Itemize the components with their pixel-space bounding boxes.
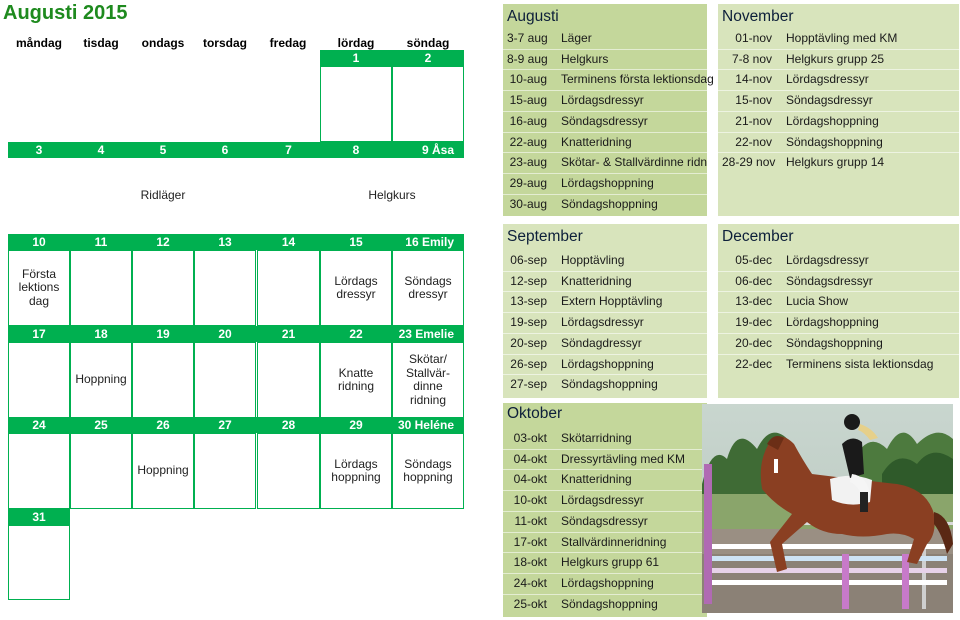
day-number: 6: [221, 143, 229, 157]
row-divider: [718, 49, 959, 50]
weekday-6: söndag: [406, 36, 450, 50]
row-divider: [503, 291, 707, 292]
row-divider: [503, 532, 707, 533]
schedule-text: Söndagdressyr: [561, 335, 642, 350]
day-number: 12: [156, 235, 170, 249]
schedule-text: Lördagsdressyr: [561, 93, 644, 108]
schedule-date: 15-nov: [735, 93, 772, 108]
schedule-row: [722, 253, 869, 267]
row-divider: [503, 312, 707, 313]
day-number: 10: [32, 235, 46, 249]
schedule-text: Terminens första lektionsdag: [561, 72, 714, 87]
schedule-date: 20-dec: [735, 335, 772, 350]
weekday-4: fredag: [269, 36, 307, 50]
november-box: [718, 4, 959, 216]
day-number: 29: [349, 418, 363, 432]
schedule-row: [507, 274, 632, 288]
schedule-text: Knatteridning: [561, 273, 632, 288]
schedule-row: [507, 555, 659, 569]
schedule-date: 7-8 nov: [731, 51, 772, 66]
day-cell: [194, 433, 256, 509]
schedule-date: 13-dec: [735, 294, 772, 309]
schedule-text: Skötarridning: [561, 431, 632, 445]
schedule-text: Lucia Show: [786, 294, 849, 309]
schedule-row: [507, 253, 624, 267]
schedule-date: 21-nov: [735, 113, 772, 128]
day-number: 21: [281, 327, 296, 341]
day-number: 3: [35, 143, 43, 157]
schedule-date: 26-sep: [510, 356, 547, 371]
schedule-date: 22-nov: [735, 134, 772, 149]
event-ridlager: Ridläger: [140, 188, 186, 203]
horse-jumping-photo: [702, 404, 953, 613]
december-box: [718, 224, 959, 398]
day-number: 11: [94, 235, 108, 249]
schedule-text: Söndagshoppning: [561, 596, 658, 611]
schedule-text: Lördagshoppning: [561, 356, 654, 371]
row-divider: [503, 594, 707, 595]
day-number: 26: [156, 418, 170, 432]
oktober-box: [503, 403, 707, 617]
day-cell: [70, 250, 132, 326]
schedule-text: Helgkurs grupp 14: [786, 155, 885, 170]
day-number: 19: [156, 327, 170, 341]
schedule-row: [507, 452, 685, 466]
schedule-date: 10-aug: [509, 72, 547, 87]
schedule-date: 20-sep: [510, 335, 547, 350]
schedule-row: [507, 135, 632, 149]
row-divider: [718, 111, 959, 112]
schedule-text: Lördagsdressyr: [561, 315, 644, 330]
schedule-row: [507, 315, 644, 329]
schedule-date: 24-okt: [513, 575, 547, 590]
row-divider: [718, 333, 959, 334]
row-divider: [503, 449, 707, 450]
schedule-date: 13-sep: [510, 294, 547, 309]
schedule-text: Söndagshoppning: [561, 196, 658, 211]
schedule-date: 22-dec: [735, 356, 772, 371]
day-number: 4: [97, 143, 105, 157]
calendar-title: Augusti 2015: [3, 2, 128, 24]
schedule-date: 19-sep: [510, 315, 547, 330]
day-number: 8: [352, 143, 360, 157]
schedule-row: [507, 197, 658, 211]
schedule-text: Lördagshoppning: [786, 113, 879, 128]
schedule-date: 12-sep: [510, 273, 547, 288]
row-divider: [718, 354, 959, 355]
september-title: September: [507, 228, 583, 245]
schedule-text: Lördagshoppning: [561, 575, 654, 590]
row-divider: [718, 152, 959, 153]
schedule-date: 30-aug: [509, 196, 547, 211]
day-number: 23 Emelie: [398, 327, 454, 341]
day-number: 13: [218, 235, 232, 249]
day-number: 9 Åsa: [421, 143, 454, 157]
day-number: 18: [94, 327, 108, 341]
schedule-text: Söndagsdressyr: [786, 93, 873, 108]
schedule-text: Extern Hopptävling: [561, 294, 663, 309]
day-cell: [70, 433, 132, 509]
row-divider: [718, 271, 959, 272]
event-hoppning-w5: Hoppning: [137, 463, 189, 478]
day-number: 16 Emily: [405, 235, 454, 249]
horse-jumping-illustration: [702, 404, 953, 613]
schedule-row: [507, 72, 714, 86]
row-divider: [503, 173, 707, 174]
schedule-row: [722, 315, 879, 329]
schedule-text: Lördagshoppning: [561, 175, 654, 190]
schedule-text: Skötar- & Stallvärdinne ridn: [561, 155, 708, 170]
schedule-date: 23-aug: [509, 155, 547, 170]
schedule-row: [507, 294, 662, 308]
schedule-date: 25-okt: [513, 596, 547, 611]
schedule-date: 06-dec: [735, 273, 772, 288]
schedule-date: 15-aug: [509, 93, 547, 108]
day-number: 2: [424, 51, 432, 65]
schedule-row: [722, 72, 869, 86]
schedule-text: Lördagsdressyr: [786, 72, 869, 87]
row-divider: [718, 312, 959, 313]
event-hoppning-w4: Hoppning: [75, 372, 127, 387]
schedule-date: 11-okt: [514, 513, 547, 528]
augusti-title: Augusti: [507, 8, 559, 25]
schedule-date: 16-aug: [509, 113, 547, 128]
schedule-text: Söndagsdressyr: [786, 273, 873, 288]
oktober-title: Oktober: [507, 405, 563, 422]
schedule-date: 04-okt: [513, 451, 547, 466]
schedule-date: 05-dec: [735, 253, 772, 267]
schedule-text: Söndagshoppning: [561, 377, 658, 392]
row-divider: [718, 291, 959, 292]
schedule-row: [722, 155, 884, 169]
schedule-row: [507, 357, 654, 371]
schedule-row: [507, 576, 654, 590]
schedule-row: [507, 377, 658, 391]
schedule-row: [507, 155, 707, 169]
schedule-row: [507, 176, 654, 190]
row-divider: [503, 469, 707, 470]
schedule-text: Söndagsdressyr: [561, 513, 648, 528]
day-number: 7: [285, 143, 292, 157]
day-number: 15: [349, 235, 363, 249]
schedule-date: 01-nov: [735, 31, 772, 45]
event-helgkurs: Helgkurs: [368, 188, 416, 203]
event-lordagshoppning: Lördags hoppning: [331, 456, 381, 484]
day-cell: [132, 342, 194, 418]
row-divider: [503, 69, 707, 70]
day-cell: [8, 433, 70, 509]
december-title: December: [722, 228, 794, 245]
weekday-5: lördag: [337, 36, 375, 50]
schedule-date: 22-aug: [509, 134, 547, 149]
schedule-text: Lördagsdressyr: [786, 253, 869, 267]
augusti-box: [503, 4, 714, 216]
schedule-row: [507, 31, 592, 45]
event-sondagshoppning: Söndags hoppning: [403, 456, 453, 484]
schedule-text: Helgkurs: [561, 51, 609, 66]
schedule-row: [507, 431, 632, 445]
schedule-row: [507, 93, 644, 107]
row-divider: [503, 333, 707, 334]
day-cell: [257, 342, 320, 418]
row-divider: [503, 374, 707, 375]
schedule-text: Helgkurs grupp 25: [786, 51, 885, 66]
schedule-date: 8-9 aug: [507, 51, 548, 66]
day-number: 31: [32, 510, 46, 524]
schedule-row: [722, 93, 873, 107]
event-lordagsdressyr: Lördags dressyr: [334, 273, 378, 301]
row-divider: [718, 90, 959, 91]
schedule-date: 28-29 nov: [722, 155, 776, 170]
day-cell: [194, 250, 256, 326]
schedule-row: [722, 336, 883, 350]
event-skotar: Skötar/ Stallvär- dinne ridning: [405, 352, 450, 407]
schedule-text: Hopptävling: [561, 253, 625, 267]
schedule-text: Lördagshoppning: [786, 315, 879, 330]
day-number: 14: [281, 235, 296, 249]
schedule-row: [722, 135, 883, 149]
day-cell: [257, 250, 320, 326]
day-number: 22: [349, 327, 363, 341]
schedule-date: 27-sep: [510, 377, 547, 392]
day-number: 1: [352, 51, 360, 65]
schedule-date: 14-nov: [735, 72, 772, 87]
schedule-date: 17-okt: [513, 534, 547, 549]
schedule-text: Lördagsdressyr: [561, 493, 644, 508]
schedule-row: [507, 472, 632, 486]
schedule-text: Knatteridning: [561, 134, 632, 149]
schedule-date: 3-7 aug: [507, 31, 548, 45]
row-divider: [503, 354, 707, 355]
schedule-row: [722, 114, 879, 128]
schedule-row: [507, 52, 608, 66]
schedule-text: Hopptävling med KM: [786, 31, 898, 45]
row-divider: [503, 573, 707, 574]
row-divider: [503, 194, 707, 195]
row-divider: [503, 111, 707, 112]
schedule-text: Terminens sista lektionsdag: [786, 356, 934, 371]
day-number: 20: [218, 327, 232, 341]
schedule-text: Läger: [561, 31, 592, 45]
day-number: 17: [32, 327, 46, 341]
schedule-row: [722, 274, 873, 288]
schedule-text: Dressyrtävling med KM: [561, 451, 686, 466]
row-divider: [503, 152, 707, 153]
day-cell: [8, 525, 70, 600]
schedule-row: [507, 493, 644, 507]
schedule-text: Stallvärdinneridning: [561, 534, 667, 549]
row-divider: [503, 49, 707, 50]
schedule-row: [507, 535, 666, 549]
day-cell: [194, 342, 256, 418]
day-number: 5: [159, 143, 167, 157]
day-cell: [8, 342, 70, 418]
september-box: [503, 224, 707, 398]
schedule-row: [722, 31, 897, 45]
schedule-text: Söndagshoppning: [786, 134, 883, 149]
day-number: 30 Heléne: [397, 418, 454, 432]
schedule-date: 18-okt: [513, 555, 547, 570]
schedule-text: Söndagsdressyr: [561, 113, 648, 128]
day-number: 24: [32, 418, 46, 432]
schedule-row: [507, 514, 648, 528]
schedule-row: [507, 597, 658, 611]
day-number: 27: [218, 418, 232, 432]
day-cell: [320, 66, 392, 142]
event-forsta-lektionsdag: Första lektions dag: [18, 266, 60, 308]
weekday-3: torsdag: [202, 36, 247, 50]
schedule-row: [722, 294, 848, 308]
day-cell: [132, 250, 194, 326]
schedule-row: [507, 114, 648, 128]
schedule-row: [722, 52, 884, 66]
schedule-date: 19-dec: [735, 315, 772, 330]
weekday-0: måndag: [15, 36, 62, 50]
schedule-text: Helgkurs grupp 61: [561, 555, 660, 570]
november-title: November: [722, 8, 794, 25]
event-knatteridning: Knatte ridning: [337, 365, 375, 393]
schedule-row: [722, 357, 933, 371]
day-number: 25: [94, 418, 108, 432]
schedule-date: 10-okt: [513, 493, 547, 508]
row-divider: [503, 90, 707, 91]
day-number: 28: [281, 418, 296, 432]
weekday-2: ondags: [141, 36, 185, 50]
weekday-1: tisdag: [83, 36, 119, 50]
day-cell: [392, 66, 464, 142]
schedule-date: 04-okt: [513, 472, 547, 487]
schedule-date: 03-okt: [513, 431, 547, 445]
event-sondagsdressyr: Söndags dressyr: [404, 273, 452, 301]
schedule-date: 29-aug: [509, 175, 547, 190]
schedule-text: Knatteridning: [561, 472, 632, 487]
row-divider: [718, 132, 959, 133]
row-divider: [718, 69, 959, 70]
row-divider: [503, 271, 707, 272]
row-divider: [503, 552, 707, 553]
schedule-row: [507, 336, 642, 350]
row-divider: [503, 490, 707, 491]
schedule-date: 06-sep: [510, 253, 547, 267]
schedule-text: Söndagshoppning: [786, 335, 883, 350]
day-cell: [257, 433, 320, 509]
row-divider: [503, 511, 707, 512]
row-divider: [503, 132, 707, 133]
